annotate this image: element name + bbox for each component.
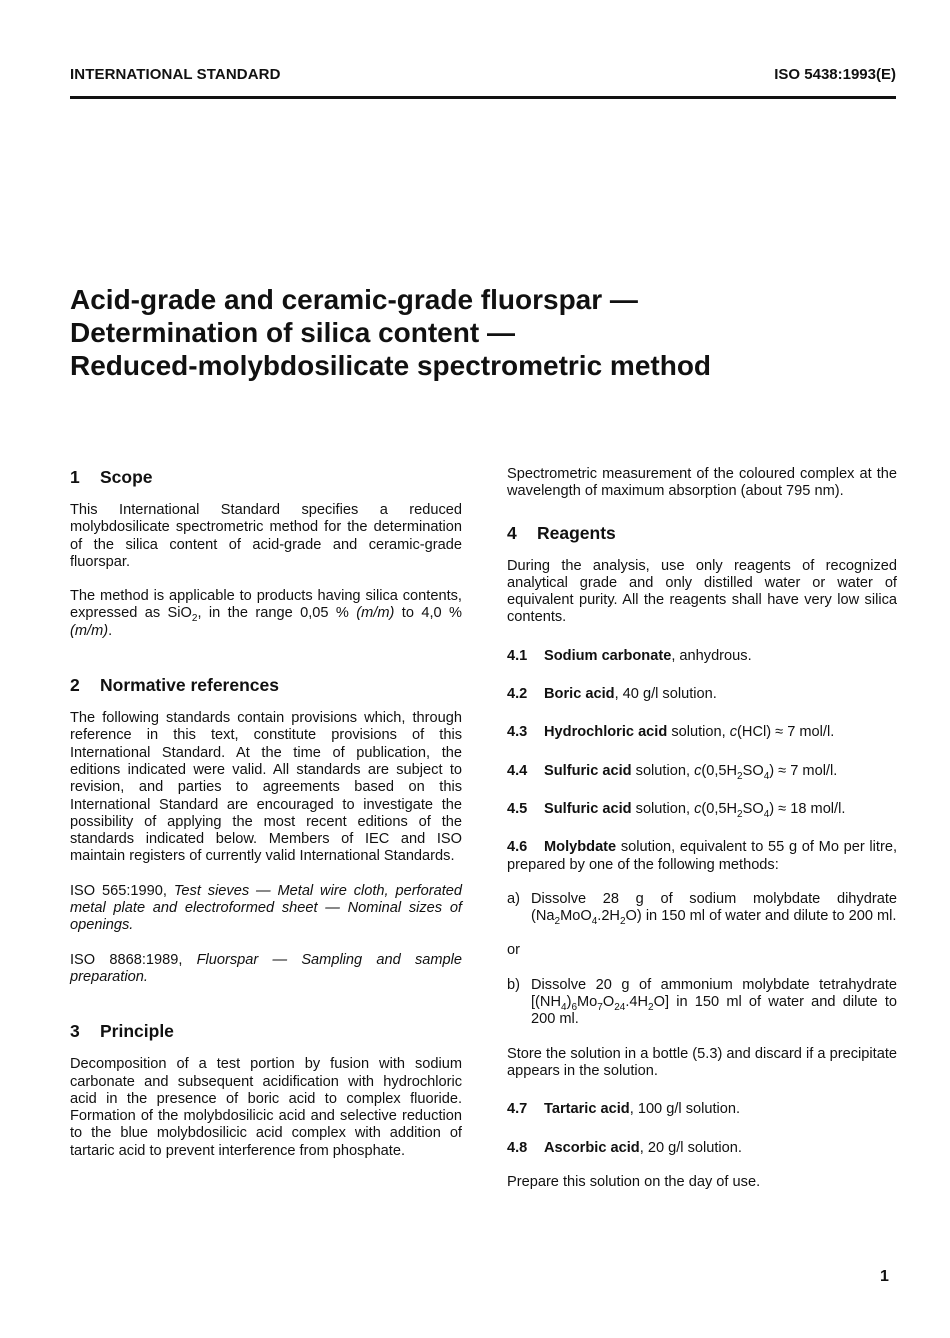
header-rule — [70, 96, 896, 99]
principle-paragraph-1: Decomposition of a test portion by fusion with sodium carbonate and subsequent acidification with hydrochloric acid in the presence of boric acid to complex fluoride. Formation of the molybdosilicic acid and selective reduction to the blue molybdosilicic acid complex with addition of tartaric acid to prevent interference from phosphate. — [70, 1056, 462, 1159]
store-instruction: Store the solution in a bottle (5.3) and discard if a precipitate appears in the solution. — [507, 1045, 897, 1079]
scope-paragraph-2: The method is applicable to products having silica contents, expressed as SiO$_2$, in the range 0,05 % (m/m) to 4,0 % (m/m). — [70, 588, 463, 639]
reagent-4-4: 4.4 Sulfuric acid solution, $c(0,5H_2SO_4) \approx 7$ mol/l. — [507, 762, 838, 782]
reagent-4-5: 4.5 Sulfuric acid solution, $c(0,5H_2SO_4) \approx 18$ mol/l. — [507, 800, 846, 820]
or-text: or — [507, 942, 520, 959]
document-title — [70, 283, 890, 382]
section-title: Reagents — [537, 522, 616, 543]
title-line-3: Reduced-molybdosilicate spectrometric method — [70, 350, 712, 381]
title-line-2: Determination of silica content — — [70, 317, 515, 348]
section-number: 4 — [507, 522, 517, 543]
reagent-4-3: 4.3 Hydrochloric acid solution, c(HCl) ≈ 7 mol/l. — [507, 724, 835, 741]
reference-iso-565: ISO 565:1990, Test sieves — Metal wire cloth, perforated metal plate and electroformed sheet — Nominal sizes of openings. — [70, 882, 462, 934]
section-title: Scope — [100, 467, 153, 487]
section-number: 1 — [70, 467, 80, 487]
document-type: INTERNATIONAL STANDARD — [70, 66, 281, 83]
section-title: Principle — [100, 1021, 174, 1042]
method-b: b) Dissolve 20 g of ammonium molybdate tetrahydrate $[(NH_4)_6Mo_7O_{24}.4H_2O]$ in 150 ml of water and dilute to 200 ml. — [507, 976, 897, 1028]
scope-paragraph-1: This International Standard specifies a reduced molybdosilicate spectrometric method for the determination of the silica content of acid-grade and ceramic-grade fluorspar. — [70, 502, 462, 570]
reagent-4-2: 4.2 Boric acid, 40 g/l solution. — [507, 686, 717, 703]
principle-paragraph-2: Spectrometric measurement of the coloured complex at the wavelength of maximum absorption (about 795 nm). — [507, 466, 897, 500]
reagent-4-7: 4.7 Tartaric acid, 100 g/l solution. — [507, 1101, 741, 1118]
page-number: 1 — [880, 1268, 889, 1285]
section-title: Normative references — [100, 675, 279, 696]
section-number: 3 — [70, 1021, 80, 1042]
right-column — [507, 466, 897, 1191]
title-line-1: Acid-grade and ceramic-grade fluorspar — — [70, 284, 638, 315]
normative-paragraph: The following standards contain provisions which, through reference in this text, constitute provisions of this International Standard. At the time of publication, the editions indicated were valid. All standards are subject to revision, and parties to agreements based on this International Standard are encouraged to investigate the possibility of applying the most recent editions of the standards indicated below. Members of IEC and ISO maintain registers of currently valid International Standards. — [70, 710, 462, 865]
prepare-instruction: Prepare this solution on the day of use. — [507, 1173, 761, 1190]
left-column — [70, 466, 462, 1160]
method-a: a) Dissolve 28 g of sodium molybdate dihydrate $(Na_2MoO_4.2H_2O)$ in 150 ml of water and dilute to 200 ml. — [507, 890, 897, 928]
section-2-heading — [70, 674, 462, 696]
section-1-heading — [70, 466, 462, 488]
section-number: 2 — [70, 675, 80, 696]
document-number: ISO 5438:1993(E) — [774, 66, 896, 83]
section-4-heading — [507, 522, 897, 544]
reagent-4-6: 4.6 Molybdate solution, equivalent to 55 g of Mo per litre, prepared by one of the following methods: — [507, 839, 897, 873]
reagent-4-8: 4.8 Ascorbic acid, 20 g/l solution. — [507, 1139, 742, 1156]
reference-iso-8868: ISO 8868:1989, Fluorspar — Sampling and sample preparation. — [70, 951, 463, 985]
reagent-4-1: 4.1 Sodium carbonate, anhydrous. — [507, 647, 752, 664]
reagents-intro: During the analysis, use only reagents of recognized analytical grade and only distilled water or water of equivalent purity. All the reagents shall have very low silica contents. — [507, 557, 897, 626]
section-3-heading — [70, 1020, 462, 1042]
page-header — [70, 66, 896, 86]
